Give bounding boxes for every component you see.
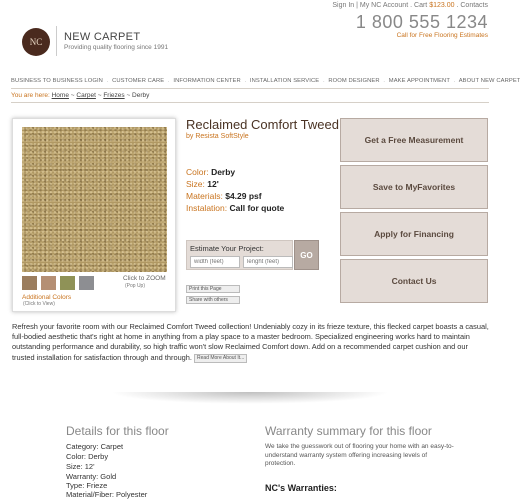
breadcrumb <box>11 92 149 99</box>
apply-financing-button[interactable]: Apply for Financing <box>340 212 488 256</box>
warranty-title: Warranty summary for this floor <box>265 424 432 438</box>
additional-colors-link[interactable]: Additional Colors <box>22 294 72 301</box>
product-title: Reclaimed Comfort Tweed <box>186 117 339 132</box>
nav-item-customer-care[interactable]: CUSTOMER CARE <box>112 78 165 84</box>
nav-divider <box>11 88 489 89</box>
nav-item-information-center[interactable]: INFORMATION CENTER <box>173 78 241 84</box>
utility-sep: . <box>410 2 413 9</box>
utility-sep: | <box>356 2 358 9</box>
nav-separator: . <box>167 78 170 84</box>
phone-number[interactable]: 1 800 555 1234 <box>355 12 488 32</box>
product-image-panel <box>12 118 176 312</box>
details-title: Details for this floor <box>66 424 169 438</box>
color-swatch[interactable] <box>22 276 37 290</box>
detail-item: Color: Derby <box>66 452 109 461</box>
nav-item-about[interactable]: ABOUT NEW CARPET <box>458 78 520 84</box>
nav-item-b2b-login[interactable]: BUSINESS TO BUSINESS LOGIN <box>11 78 103 84</box>
color-swatch[interactable] <box>41 276 56 290</box>
spec-label: Materials: <box>186 191 223 201</box>
width-input[interactable] <box>190 256 240 268</box>
color-swatch[interactable] <box>79 276 94 290</box>
nav-separator: . <box>453 78 456 84</box>
breadcrumb-home[interactable]: Home <box>51 92 69 99</box>
description-text: Refresh your favorite room with our Reclaimed Comfort Tweed collection! Undeniably cozy in its frieze texture, this flecked carpet boasts a casual, full-bodied aesthetic that's right at home in anything from a play space to a master bedroom. Specialized engineering works hard to maintain outstanding performance and durability, so high traffic won't slow Reclaimed Comfort down. Add on a recommended carpet cushion and our trusted installation for satisfaction through and through. <box>12 322 489 362</box>
nav-item-installation-service[interactable]: INSTALLATION SERVICE <box>249 78 320 84</box>
zoom-link[interactable]: Click to ZOOM <box>123 275 166 282</box>
nav-separator: . <box>383 78 386 84</box>
breadcrumb-current: Derby <box>132 92 150 99</box>
contacts-link[interactable]: Contacts <box>460 2 488 9</box>
main-nav <box>11 78 520 84</box>
product-brand-link[interactable]: Resista SoftStyle <box>195 133 249 140</box>
cart-amount[interactable]: $123.00 <box>429 2 455 9</box>
save-favorites-button[interactable]: Save to MyFavorites <box>340 165 488 209</box>
spec-value: $4.29 psf <box>225 191 262 201</box>
breadcrumb-sep: ~ <box>126 92 131 99</box>
length-input[interactable] <box>243 256 293 268</box>
nav-item-make-appointment[interactable]: MAKE APPOINTMENT <box>388 78 450 84</box>
my-account-link[interactable]: My NC Account <box>359 2 409 9</box>
logo[interactable]: NC <box>22 28 50 56</box>
nav-separator: . <box>322 78 325 84</box>
brand-tagline: Providing quality flooring since 1991 <box>64 44 169 51</box>
print-button[interactable]: Print this Page <box>186 285 240 293</box>
spec-value: Call for quote <box>229 203 285 213</box>
logo-divider <box>56 26 57 56</box>
zoom-hint: (Pop Up) <box>125 283 146 289</box>
spec-size <box>186 179 219 189</box>
carpet-image[interactable] <box>22 127 167 272</box>
estimate-label: Estimate Your Project: <box>190 244 264 253</box>
nav-separator: . <box>106 78 109 84</box>
spec-label: Instalation: <box>186 203 228 213</box>
product-brand-line <box>186 133 249 140</box>
utility-sep: . <box>456 2 459 9</box>
nav-item-room-designer[interactable]: ROOM DESIGNER <box>328 78 380 84</box>
detail-item: Material/Fiber: Polyester <box>66 490 148 499</box>
spec-value: Derby <box>211 167 236 177</box>
warranty-text: We take the guesswork out of flooring your home with an easy-to-understand warranty system offering increasing levels of protection. <box>265 443 454 467</box>
detail-item: Category: Carpet <box>66 442 124 451</box>
detail-item: Size: 12' <box>66 462 95 471</box>
phone-subtitle: Call for Free Flooring Estimates <box>396 32 488 39</box>
breadcrumb-sep: ~ <box>70 92 75 99</box>
color-swatch[interactable] <box>60 276 75 290</box>
breadcrumb-prefix: You are here: <box>11 92 50 99</box>
spec-installation <box>186 203 284 213</box>
cart-link[interactable]: Cart <box>414 2 428 9</box>
estimate-box <box>186 240 293 270</box>
spec-color <box>186 167 235 177</box>
sign-in-link[interactable]: Sign In <box>332 2 355 9</box>
breadcrumb-carpet[interactable]: Carpet <box>76 92 96 99</box>
section-divider <box>110 392 390 404</box>
breadcrumb-friezes[interactable]: Friezes <box>103 92 125 99</box>
product-description <box>12 322 490 363</box>
spec-label: Color: <box>186 167 209 177</box>
spec-label: Size: <box>186 179 205 189</box>
spec-materials <box>186 191 262 201</box>
free-measurement-button[interactable]: Get a Free Measurement <box>340 118 488 162</box>
breadcrumb-sep: ~ <box>97 92 102 99</box>
detail-item: Type: Frieze <box>66 481 108 490</box>
share-button[interactable]: Share with others <box>186 296 240 304</box>
additional-colors-hint: (Click to View) <box>23 301 55 307</box>
utility-bar <box>332 2 488 9</box>
brand-name[interactable]: NEW CARPET <box>64 31 141 43</box>
warranty-subtitle: NC's Warranties: <box>265 483 337 493</box>
detail-item: Warranty: Gold <box>66 472 117 481</box>
contact-us-button[interactable]: Contact Us <box>340 259 488 303</box>
by-label: by <box>186 133 194 140</box>
go-button[interactable]: GO <box>294 240 319 270</box>
spec-value: 12' <box>207 179 219 189</box>
nav-separator: . <box>244 78 247 84</box>
breadcrumb-divider <box>11 102 489 103</box>
read-more-button[interactable]: Read More About It... <box>194 354 247 363</box>
